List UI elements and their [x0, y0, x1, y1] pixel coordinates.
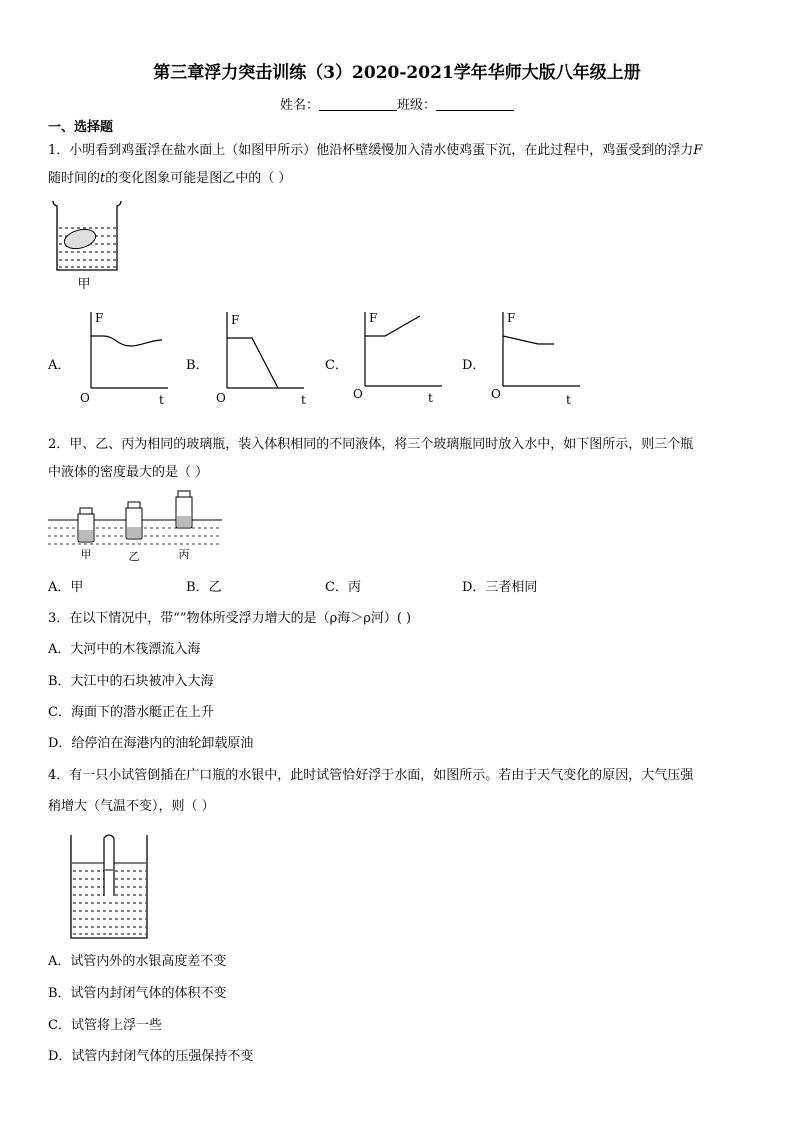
- q1-graph-b: [212, 306, 312, 406]
- graph-b-origin: O: [216, 391, 226, 405]
- q4-option-a[interactable]: A．试管内外的水银高度差不变: [48, 954, 227, 969]
- q1-text-1: 1．小明看到鸡蛋浮在盐水面上（如图甲所示）他沿杯壁缓慢加入清水使鸡蛋下沉，在此过程中，鸡蛋受到的浮力: [48, 143, 694, 158]
- q2-option-d[interactable]: D．三者相同: [462, 580, 538, 595]
- q1-var-f: F: [693, 143, 703, 158]
- page-title: 第三章浮力突击训练（3）2020-2021学年华师大版八年级上册: [153, 63, 641, 83]
- graph-d-x-label: t: [566, 393, 571, 406]
- test-tube: [104, 835, 114, 896]
- class-blank[interactable]: [436, 110, 514, 111]
- beaker-label: 甲: [77, 277, 91, 292]
- q3-option-c[interactable]: C．海面下的潜水艇正在上升: [48, 705, 214, 720]
- graph-a-curve: [91, 336, 162, 346]
- q1-beaker-figure: [50, 198, 130, 293]
- q2-option-c[interactable]: C．丙: [325, 580, 361, 595]
- graph-b-x-label: t: [301, 393, 306, 406]
- name-blank[interactable]: [319, 110, 397, 111]
- q4-option-b[interactable]: B．试管内封闭气体的体积不变: [48, 986, 227, 1001]
- q2-option-b[interactable]: B．乙: [186, 580, 222, 595]
- q1-stem-line2: [48, 167, 291, 186]
- q4-option-d[interactable]: D．试管内封闭气体的压强保持不变: [48, 1049, 254, 1064]
- q4-option-c[interactable]: C．试管将上浮一些: [48, 1018, 162, 1033]
- q1-option-d-label[interactable]: D．: [462, 358, 486, 373]
- name-label: 姓名：: [279, 98, 319, 113]
- q1-option-c-label[interactable]: C．: [325, 358, 348, 373]
- student-info-line: [0, 94, 794, 113]
- q1-text-2a: 随时间的: [48, 171, 101, 186]
- q4-jar-figure: [68, 832, 152, 942]
- section-heading: 一、选择题: [48, 120, 114, 135]
- graph-c-origin: O: [353, 387, 363, 401]
- bottle-label-bing: 丙: [178, 548, 190, 561]
- graph-c-x-label: t: [428, 391, 433, 405]
- graph-a-x-label: t: [159, 393, 164, 406]
- q4-stem-line2: 稍增大（气温不变），则（ ）: [48, 799, 215, 814]
- class-label: 班级：: [397, 98, 437, 113]
- q1-graph-c: [350, 306, 450, 406]
- bottle-label-jia: 甲: [80, 548, 92, 561]
- q4-stem-line1: 4．有一只小试管倒插在广口瓶的水银中，此时试管恰好浮于水面，如图所示。若由于天气变化的原因，大气压强: [48, 768, 694, 783]
- graph-d-curve: [503, 336, 554, 344]
- q3-option-d[interactable]: D．给停泊在海港内的油轮卸载原油: [48, 736, 254, 751]
- q1-var-t: t: [100, 171, 106, 186]
- q1-graph-a: [76, 306, 176, 406]
- q1-option-a-label[interactable]: A．: [48, 358, 71, 373]
- q3-option-a[interactable]: A．大河中的木筏漂流入海: [48, 642, 201, 657]
- egg-shape: [62, 226, 98, 252]
- graph-c-y-label: F: [369, 311, 378, 325]
- graph-a-y-label: F: [95, 311, 104, 325]
- bottle-label-yi: 乙: [128, 550, 140, 563]
- graph-b-curve: [227, 338, 278, 388]
- q2-option-a[interactable]: A．甲: [48, 580, 84, 595]
- q3-stem: 3．在以下情况中，带“”物体所受浮力增大的是（ρ海＞ρ河）( ): [48, 611, 412, 626]
- q1-option-b-label[interactable]: B．: [186, 358, 209, 373]
- bottle-jia: [78, 508, 94, 542]
- q1-stem-line1: [48, 139, 702, 158]
- q2-stem-line2: 中液体的密度最大的是（ ）: [48, 465, 209, 480]
- graph-d-origin: O: [491, 387, 501, 401]
- q1-text-2b: 的变化图象可能是图乙中的（ ）: [105, 171, 292, 186]
- q2-bottles-figure: [46, 488, 226, 563]
- q3-option-b[interactable]: B．大江中的石块被冲入大海: [48, 674, 214, 689]
- graph-a-origin: O: [80, 391, 90, 405]
- graph-b-y-label: F: [231, 313, 240, 327]
- q1-graph-d: [488, 306, 588, 406]
- q2-stem-line1: 2．甲、乙、丙为相同的玻璃瓶，装入体积相同的不同液体，将三个玻璃瓶同时放入水中，如下图所示，则三个瓶: [48, 437, 694, 452]
- bottle-bing: [176, 491, 192, 528]
- bottle-yi: [126, 502, 142, 539]
- graph-d-y-label: F: [507, 311, 516, 325]
